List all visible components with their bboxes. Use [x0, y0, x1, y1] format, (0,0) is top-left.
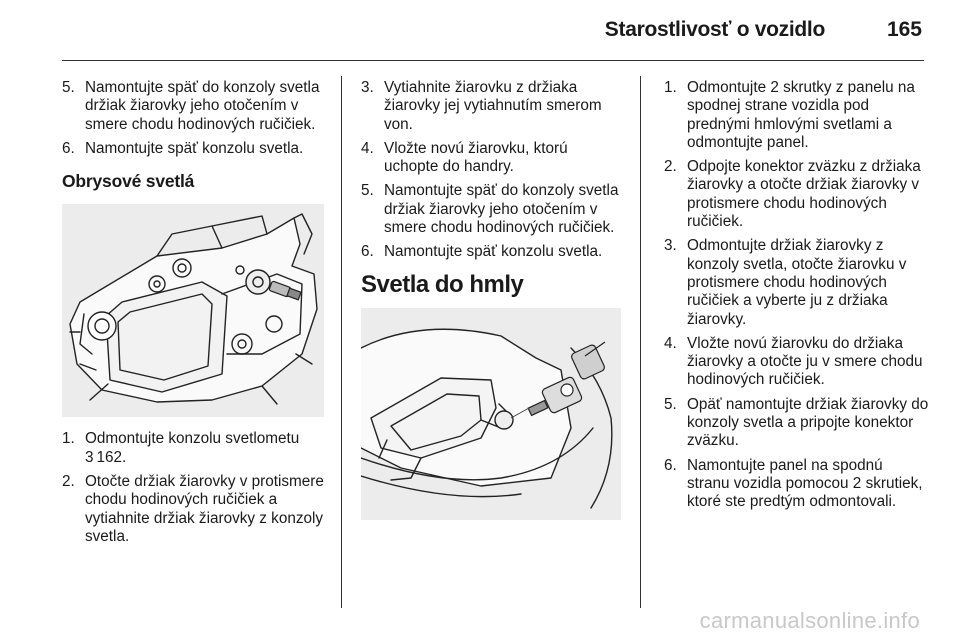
list-item: 6. Namontujte späť konzolu svetla. — [361, 243, 603, 261]
page-reference[interactable]: 162. — [96, 448, 127, 466]
watermark: carmanualsonline.info — [699, 608, 920, 633]
column-divider-2 — [640, 76, 641, 608]
list-item: 6. Namontujte panel na spodnú stranu vozidla pomocou 2 skrutiek, ktoré ste predtým odmontovali. — [664, 456, 923, 511]
steps-list — [664, 79, 929, 512]
section-title-svetla-do-hmly: Svetla do hmly — [361, 270, 524, 298]
list-item: 3. Vytiahnite žiarovku z držiaka žiarovky jej vytiahnutím smerom von. — [361, 79, 602, 133]
list-item: 1. Odmontujte 2 skrutky z panelu na spodnej strane vozidla pod prednými hmlovými svetlami a odmontujte panel. — [664, 79, 915, 151]
list-item: 6. Namontujte späť konzolu svetla. — [62, 139, 304, 157]
figure-headlight-assembly — [62, 204, 324, 417]
steps-list-top — [62, 79, 327, 158]
list-item: 2. Otočte držiak žiarovky v protismere chodu hodinových ručičiek a vytiahnite držiak žiarovky z konzoly svetla. — [62, 473, 324, 545]
list-item: 5. Opäť namontujte držiak žiarovky do konzoly svetla a pripojte konektor zväzku. — [664, 395, 929, 450]
list-item: 4. Vložte novú žiarovku, ktorú uchopte do handry. — [361, 139, 568, 176]
list-item: 2. Odpojte konektor zväzku z držiaka žiarovky a otočte držiak žiarovky v protismere chodu hodinových ručičiek. — [664, 158, 921, 231]
page-number: 165 — [886, 18, 922, 41]
steps-list-bottom — [62, 430, 327, 546]
section-title-obrysove: Obrysové svetlá — [62, 171, 195, 192]
list-item: 5. Namontujte späť do konzoly svetla držiak žiarovky jeho otočením v smere chodu hodinových ručičiek. — [361, 182, 619, 237]
list-item: 5. Namontujte späť do konzoly svetla držiak žiarovky jeho otočením v smere chodu hodinových ručičiek. — [62, 79, 320, 133]
page-header-title: Starostlivosť o vozidlo — [604, 18, 825, 41]
list-item: 1. Odmontujte konzolu svetlometu 3 162. — [62, 430, 300, 466]
page-reference-icon: 3 — [85, 448, 94, 466]
list-item: 4. Vložte novú žiarovku do držiaka žiarovky a otočte ju v smere chodu hodinových ručičiek. — [664, 334, 923, 389]
column-2 — [361, 79, 626, 520]
list-item: 3. Odmontujte držiak žiarovky z konzoly svetla, otočte žiarovku v protismere chodu hodinových ručičiek a vyberte ju z držiaka žiarovky. — [664, 237, 907, 328]
steps-list — [361, 79, 626, 262]
figure-fog-light — [361, 308, 621, 520]
column-divider-1 — [341, 76, 342, 608]
column-1 — [62, 79, 327, 552]
header-rule — [62, 60, 924, 61]
column-3 — [664, 79, 929, 518]
